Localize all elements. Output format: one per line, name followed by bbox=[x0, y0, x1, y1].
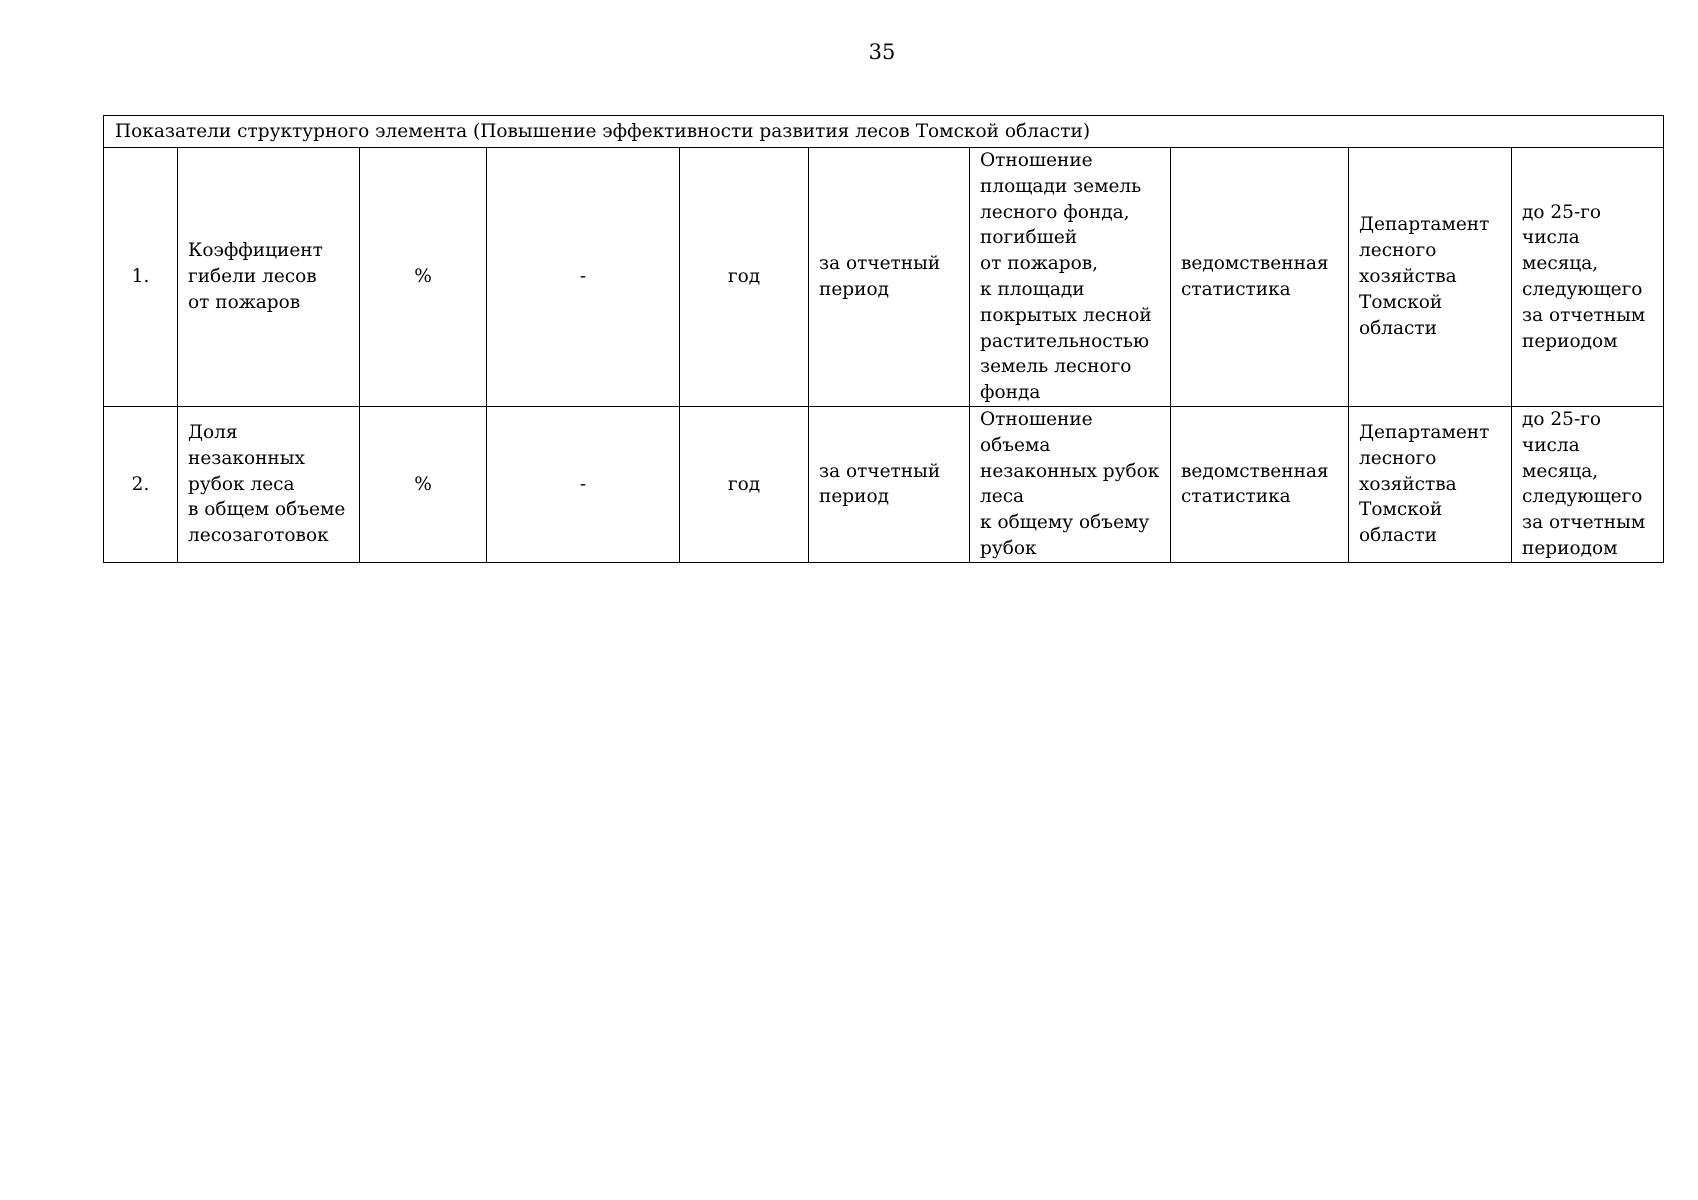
indicator-name: Доля незаконных рубок леса в общем объеме лесозаготовок bbox=[178, 406, 360, 562]
unit-of-measure: % bbox=[360, 406, 487, 562]
indicator-name: Коэффициент гибели лесов от пожаров bbox=[178, 148, 360, 407]
indicators-table bbox=[103, 115, 1664, 563]
section-header-row bbox=[104, 116, 1664, 148]
row-number: 2. bbox=[104, 406, 178, 562]
page-number: 35 bbox=[868, 40, 896, 64]
responsible-department: Департамент лесного хозяйства Томской области bbox=[1349, 148, 1512, 407]
table-row bbox=[104, 148, 1664, 407]
calculation-method: Отношение площади земель лесного фонда, погибшей от пожаров, к площади покрытых лесной растительностью земель лесного фонда bbox=[970, 148, 1171, 407]
periodicity: год bbox=[680, 148, 809, 407]
table-row bbox=[104, 406, 1664, 562]
section-title: Показатели структурного элемента (Повышение эффективности развития лесов Томской области) bbox=[104, 116, 1664, 148]
empty-value-dash: - bbox=[487, 148, 680, 407]
reporting-deadline: до 25-го числа месяца, следующего за отчетным периодом bbox=[1512, 406, 1664, 562]
empty-value-dash: - bbox=[487, 406, 680, 562]
unit-of-measure: % bbox=[360, 148, 487, 407]
indicator-type: за отчетный период bbox=[809, 148, 970, 407]
indicator-type: за отчетный период bbox=[809, 406, 970, 562]
reporting-deadline: до 25-го числа месяца, следующего за отчетным периодом bbox=[1512, 148, 1664, 407]
periodicity: год bbox=[680, 406, 809, 562]
calculation-method: Отношение объема незаконных рубок леса к общему объему рубок bbox=[970, 406, 1171, 562]
data-source: ведомственная статистика bbox=[1171, 406, 1349, 562]
responsible-department: Департамент лесного хозяйства Томской области bbox=[1349, 406, 1512, 562]
row-number: 1. bbox=[104, 148, 178, 407]
data-source: ведомственная статистика bbox=[1171, 148, 1349, 407]
